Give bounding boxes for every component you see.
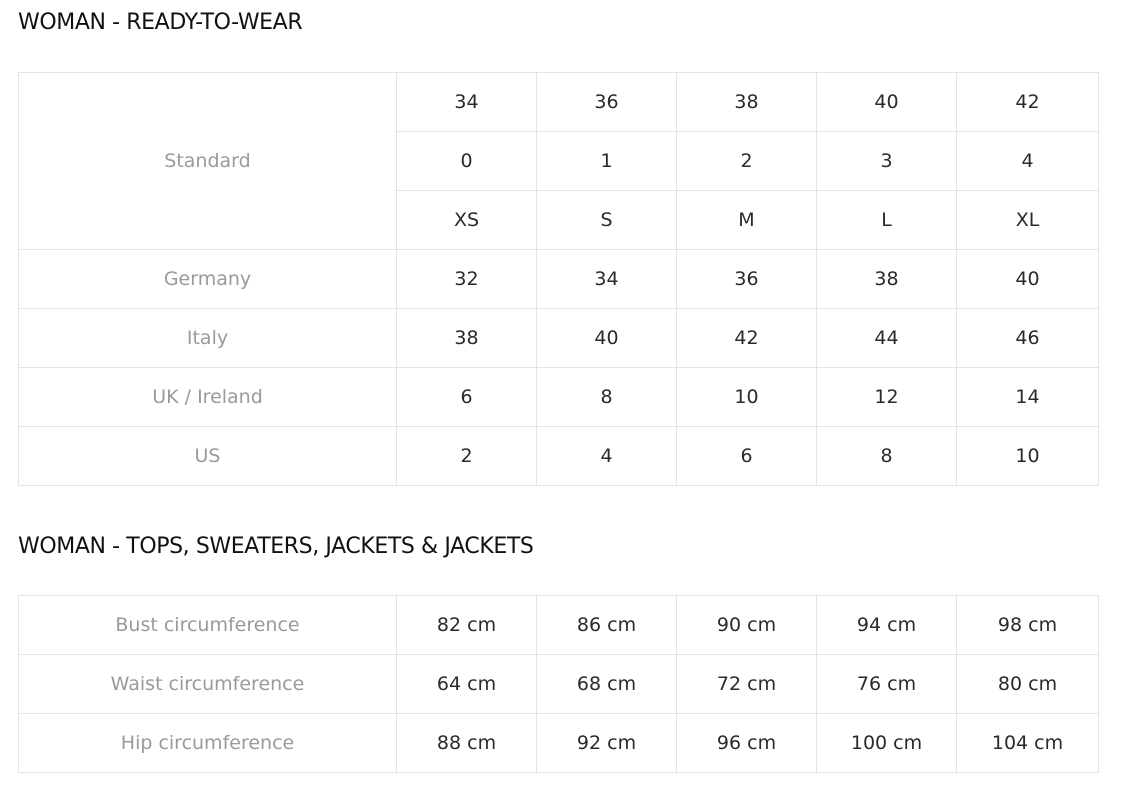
table-cell: L bbox=[817, 191, 957, 250]
table-cell: 38 bbox=[677, 73, 817, 132]
table-cell: 12 bbox=[817, 368, 957, 427]
table-cell: 86 cm bbox=[537, 596, 677, 655]
row-label-italy: Italy bbox=[19, 309, 397, 368]
table-row bbox=[19, 368, 1099, 427]
table-cell: 94 cm bbox=[817, 596, 957, 655]
table-cell: 0 bbox=[397, 132, 537, 191]
table-cell: 36 bbox=[677, 250, 817, 309]
table-cell: 34 bbox=[537, 250, 677, 309]
table-row bbox=[19, 427, 1099, 486]
table-cell: 46 bbox=[957, 309, 1099, 368]
table-row bbox=[19, 596, 1099, 655]
tops-sweaters-jackets-title: WOMAN - TOPS, SWEATERS, JACKETS & JACKETS bbox=[18, 534, 534, 559]
table-cell: 8 bbox=[817, 427, 957, 486]
table-cell: XS bbox=[397, 191, 537, 250]
table-cell: M bbox=[677, 191, 817, 250]
table-row bbox=[19, 655, 1099, 714]
table-cell: 98 cm bbox=[957, 596, 1099, 655]
table-cell: 10 bbox=[957, 427, 1099, 486]
table-cell: 2 bbox=[397, 427, 537, 486]
table-cell: 8 bbox=[537, 368, 677, 427]
table-cell: 14 bbox=[957, 368, 1099, 427]
table-cell: 38 bbox=[397, 309, 537, 368]
table-cell: 1 bbox=[537, 132, 677, 191]
row-label-standard: Standard bbox=[19, 73, 397, 250]
table-cell: S bbox=[537, 191, 677, 250]
table-cell: 3 bbox=[817, 132, 957, 191]
table-cell: 40 bbox=[957, 250, 1099, 309]
table-cell: 76 cm bbox=[817, 655, 957, 714]
table-cell: 72 cm bbox=[677, 655, 817, 714]
table-cell: 34 bbox=[397, 73, 537, 132]
row-label-us: US bbox=[19, 427, 397, 486]
table-cell: 6 bbox=[677, 427, 817, 486]
table-row bbox=[19, 250, 1099, 309]
table-cell: 40 bbox=[537, 309, 677, 368]
ready-to-wear-size-table bbox=[18, 72, 1099, 486]
table-cell: XL bbox=[957, 191, 1099, 250]
table-row bbox=[19, 309, 1099, 368]
table-cell: 82 cm bbox=[397, 596, 537, 655]
table-cell: 42 bbox=[677, 309, 817, 368]
row-label-waist: Waist circumference bbox=[19, 655, 397, 714]
table-cell: 4 bbox=[957, 132, 1099, 191]
table-cell: 64 cm bbox=[397, 655, 537, 714]
row-label-uk-ireland: UK / Ireland bbox=[19, 368, 397, 427]
table-cell: 100 cm bbox=[817, 714, 957, 773]
table-row bbox=[19, 73, 1099, 132]
table-cell: 104 cm bbox=[957, 714, 1099, 773]
table-cell: 10 bbox=[677, 368, 817, 427]
table-cell: 80 cm bbox=[957, 655, 1099, 714]
table-cell: 6 bbox=[397, 368, 537, 427]
table-cell: 92 cm bbox=[537, 714, 677, 773]
table-cell: 44 bbox=[817, 309, 957, 368]
table-cell: 36 bbox=[537, 73, 677, 132]
table-cell: 88 cm bbox=[397, 714, 537, 773]
ready-to-wear-title: WOMAN - READY-TO-WEAR bbox=[18, 10, 303, 35]
row-label-bust: Bust circumference bbox=[19, 596, 397, 655]
table-cell: 68 cm bbox=[537, 655, 677, 714]
table-cell: 90 cm bbox=[677, 596, 817, 655]
row-label-hip: Hip circumference bbox=[19, 714, 397, 773]
table-cell: 96 cm bbox=[677, 714, 817, 773]
table-cell: 32 bbox=[397, 250, 537, 309]
table-cell: 2 bbox=[677, 132, 817, 191]
table-cell: 40 bbox=[817, 73, 957, 132]
table-cell: 42 bbox=[957, 73, 1099, 132]
table-cell: 38 bbox=[817, 250, 957, 309]
table-row bbox=[19, 714, 1099, 773]
table-cell: 4 bbox=[537, 427, 677, 486]
tops-measurements-table bbox=[18, 595, 1099, 773]
row-label-germany: Germany bbox=[19, 250, 397, 309]
